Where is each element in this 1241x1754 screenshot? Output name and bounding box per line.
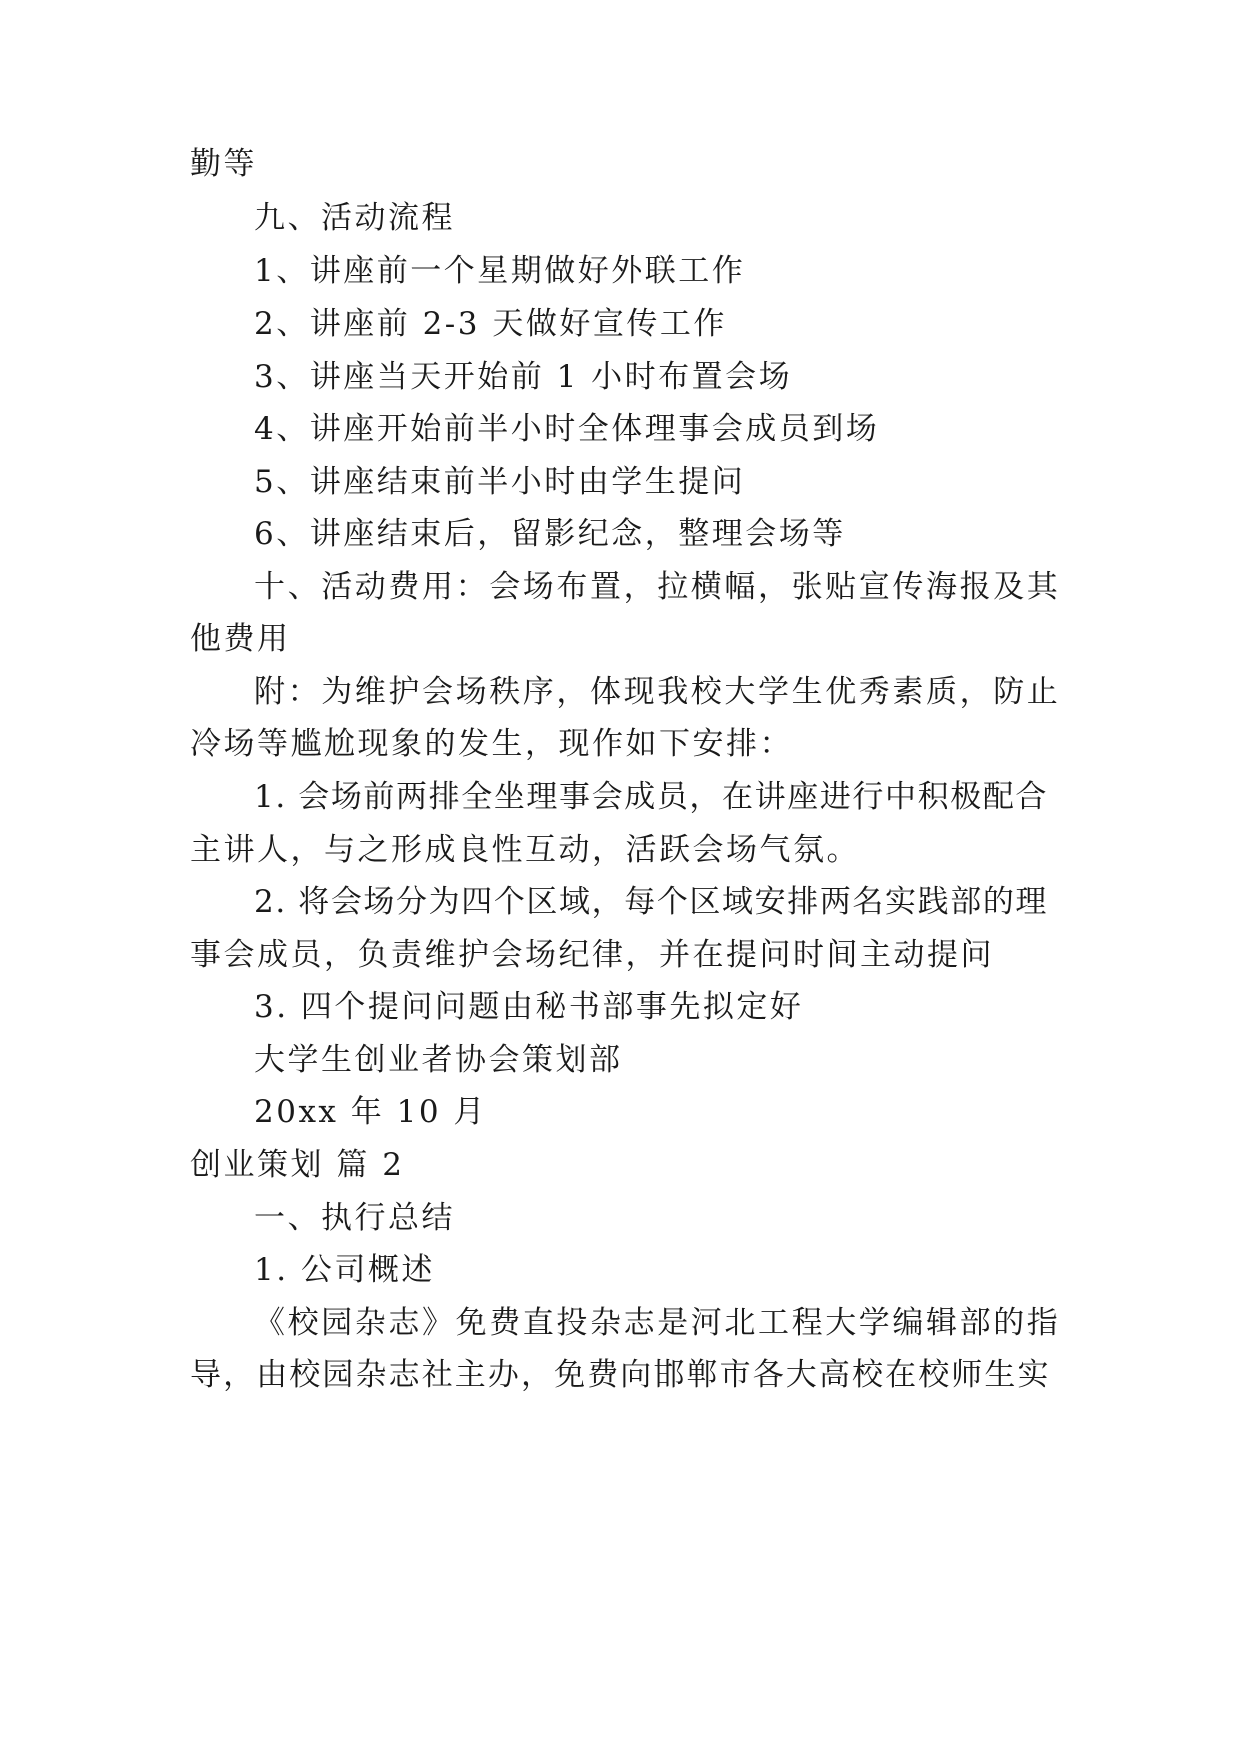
article-title: 创业策划 篇 2 bbox=[190, 1147, 405, 1183]
paragraph-line: 冷场等尴尬现象的发生，现作如下安排： bbox=[190, 726, 793, 762]
paragraph-line: 附：为维护会场秩序，体现我校大学生优秀素质，防止 bbox=[254, 674, 1061, 710]
subsection-heading: 1. 公司概述 bbox=[254, 1252, 435, 1288]
list-item: 1. 会场前两排全坐理事会成员，在讲座进行中积极配合 bbox=[254, 779, 1049, 815]
paragraph-line: 《校园杂志》免费直投杂志是河北工程大学编辑部的指 bbox=[254, 1305, 1061, 1341]
section-heading: 十、活动费用：会场布置，拉横幅，张贴宣传海报及其 bbox=[254, 569, 1061, 605]
paragraph-line: 勤等 bbox=[190, 146, 257, 182]
list-item: 2. 将会场分为四个区域，每个区域安排两名实践部的理 bbox=[254, 884, 1049, 920]
signature-line: 大学生创业者协会策划部 bbox=[254, 1042, 623, 1078]
section-heading: 九、活动流程 bbox=[254, 200, 455, 236]
paragraph-line: 他费用 bbox=[190, 621, 291, 657]
date-line: 20xx 年 10 月 bbox=[254, 1094, 487, 1130]
list-item: 5、讲座结束前半小时由学生提问 bbox=[254, 464, 746, 500]
paragraph-line: 事会成员，负责维护会场纪律，并在提问时间主动提问 bbox=[190, 937, 994, 973]
paragraph-line: 主讲人，与之形成良性互动，活跃会场气氛。 bbox=[190, 832, 860, 868]
list-item: 6、讲座结束后，留影纪念，整理会场等 bbox=[254, 516, 846, 552]
list-item: 3、讲座当天开始前 1 小时布置会场 bbox=[254, 359, 793, 395]
list-item: 1、讲座前一个星期做好外联工作 bbox=[254, 253, 746, 289]
section-heading: 一、执行总结 bbox=[254, 1200, 455, 1236]
list-item: 4、讲座开始前半小时全体理事会成员到场 bbox=[254, 411, 880, 447]
list-item: 2、讲座前 2-3 天做好宣传工作 bbox=[254, 306, 727, 342]
list-item: 3. 四个提问问题由秘书部事先拟定好 bbox=[254, 989, 804, 1025]
paragraph-line: 导，由校园杂志社主办，免费向邯郸市各大高校在校师生实 bbox=[190, 1357, 1051, 1393]
